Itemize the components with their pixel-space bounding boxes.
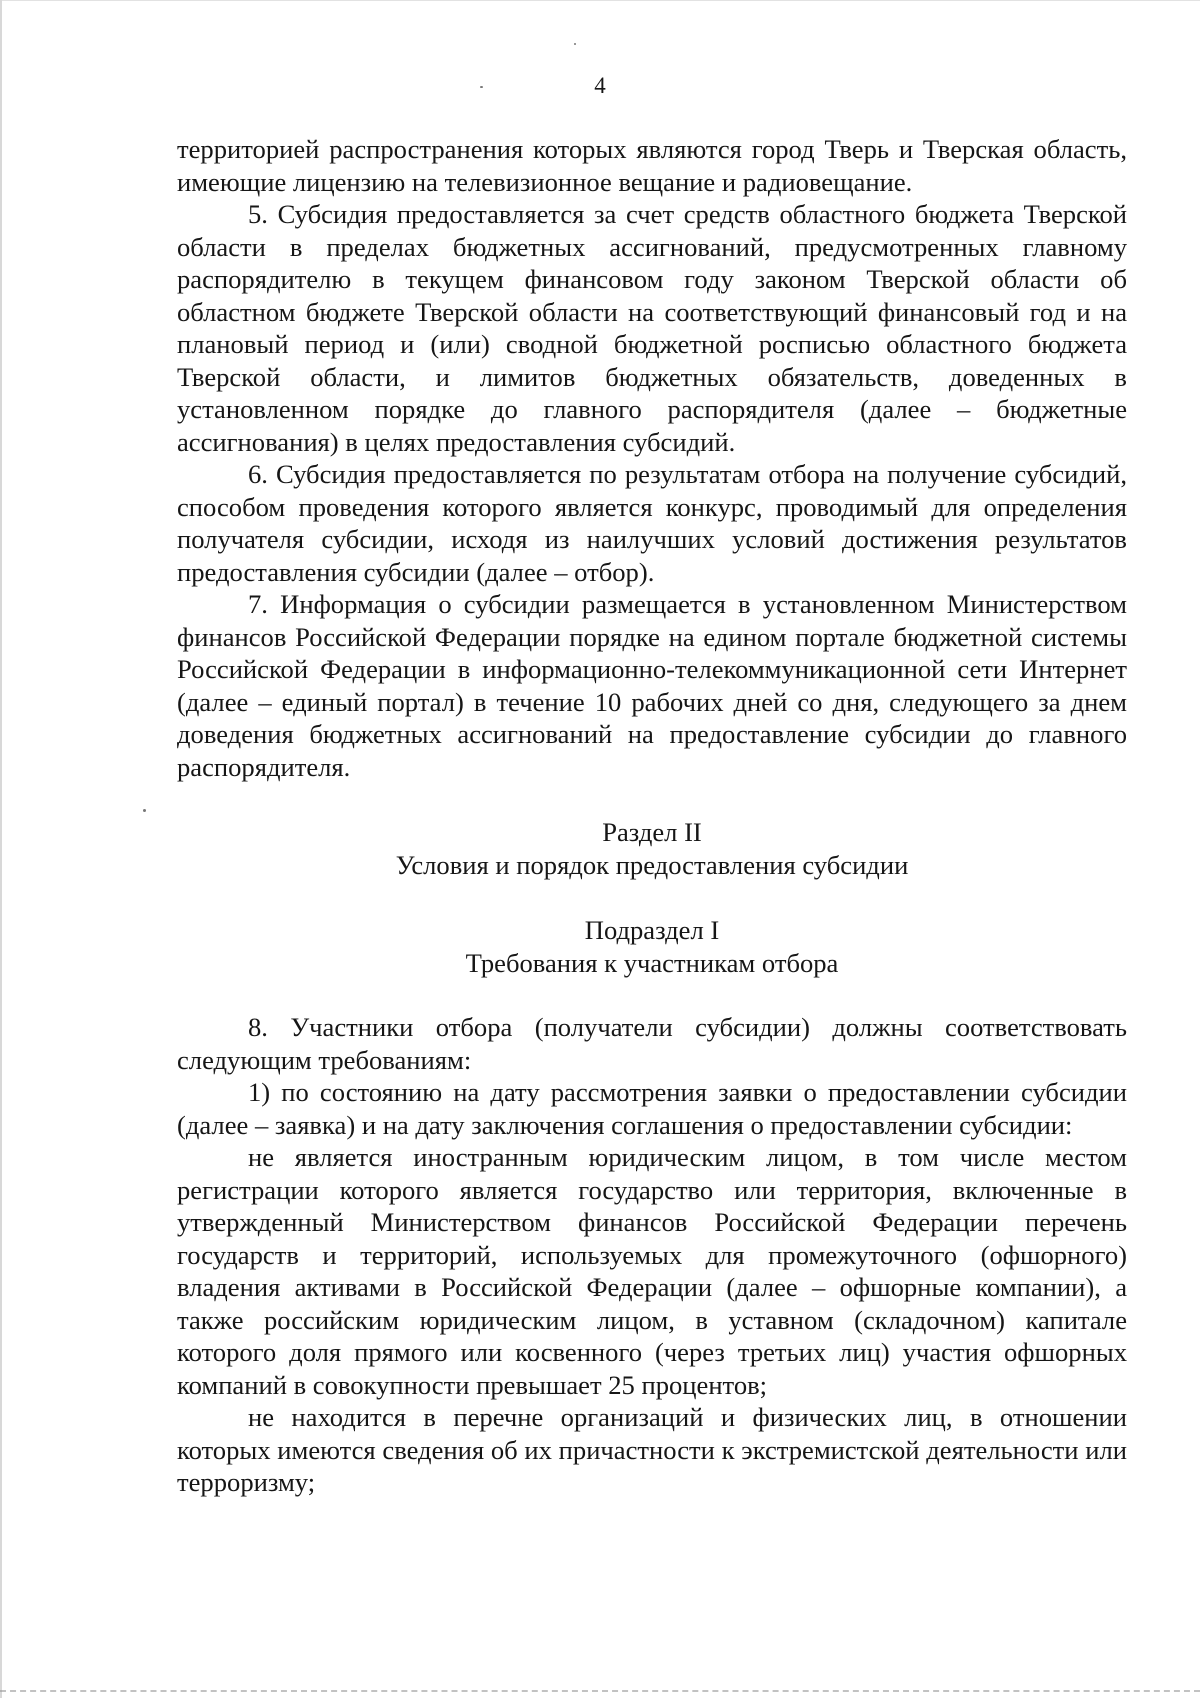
- paragraph-item-7: 7. Информация о субсидии размещается в установленном Министерством финансов Российской Федерации порядке на едином портале бюджетной системы Российской Федерации в информационно-телекоммуникационной сети Интернет (далее – единый портал) в течение 10 рабочих дней со дня, следующего за днем доведения бюджетных ассигнований на предоставление субсидии до главного распорядителя.: [177, 589, 1127, 782]
- section-label: Раздел II: [602, 817, 702, 847]
- document-body: [177, 133, 1127, 1499]
- scan-edge-bottom: [0, 1690, 1200, 1692]
- subsection-heading: [177, 914, 1127, 979]
- scan-edge-left: [0, 0, 2, 1698]
- paragraph-item-5: 5. Субсидия предоставляется за счет средств областного бюджета Тверской области в пределах бюджетных ассигнований, предусмотренных главному распорядителю в текущем финансовом году законом Тверской области об областном бюджете Тверской области на соответствующий финансовый год и на плановый период и (или) сводной бюджетной росписью областного бюджета Тверской области, и лимитов бюджетных обязательств, доведенных в установленном порядке до главного распорядителя (далее – бюджетные ассигнования) в целях предоставления субсидий.: [177, 199, 1127, 457]
- paragraph-item-6: 6. Субсидия предоставляется по результатам отбора на получение субсидий, способом проведения которого является конкурс, проводимый для определения получателя субсидии, исходя из наилучших условий достижения результатов предоставления субсидии (далее – отбор).: [177, 459, 1127, 587]
- paragraph-item-8: 8. Участники отбора (получатели субсидии) должны соответствовать следующим требованиям:: [177, 1012, 1127, 1075]
- paragraph-requirement-offshore: не является иностранным юридическим лицом, в том числе местом регистрации которого является государство или территория, включенные в утвержденный Министерством финансов Российской Федерации перечень государств и территорий, используемых для промежуточного (офшорного) владения активами в Российской Федерации (далее – офшорные компании), а также российским юридическим лицом, в уставном (складочном) капитале которого доля прямого или косвенного (через третьих лиц) участия офшорных компаний в совокупности превышает 25 процентов;: [177, 1142, 1127, 1400]
- spacer: [177, 783, 1127, 816]
- scan-edge-top: [0, 0, 1200, 1]
- scan-speck: [143, 809, 146, 812]
- spacer: [177, 881, 1127, 914]
- subsection-title: Требования к участникам отбора: [465, 947, 839, 978]
- page-number: 4: [594, 73, 606, 98]
- section-title: Условия и порядок предоставления субсидии: [395, 849, 909, 880]
- paragraph-continuation: территорией распространения которых являются город Тверь и Тверская область, имеющие лицензию на телевизионное вещание и радиовещание.: [177, 134, 1127, 197]
- scan-speck: [574, 43, 576, 45]
- paragraph-subitem-1: 1) по состоянию на дату рассмотрения заявки о предоставлении субсидии (далее – заявка) и на дату заключения соглашения о предоставлении субсидии:: [177, 1077, 1127, 1140]
- subsection-label: Подраздел I: [584, 915, 720, 945]
- section-heading: [177, 816, 1127, 881]
- paragraph-requirement-extremism: не находится в перечне организаций и физических лиц, в отношении которых имеются сведения об их причастности к экстремистской деятельности или терроризму;: [177, 1402, 1127, 1497]
- spacer: [177, 979, 1127, 1011]
